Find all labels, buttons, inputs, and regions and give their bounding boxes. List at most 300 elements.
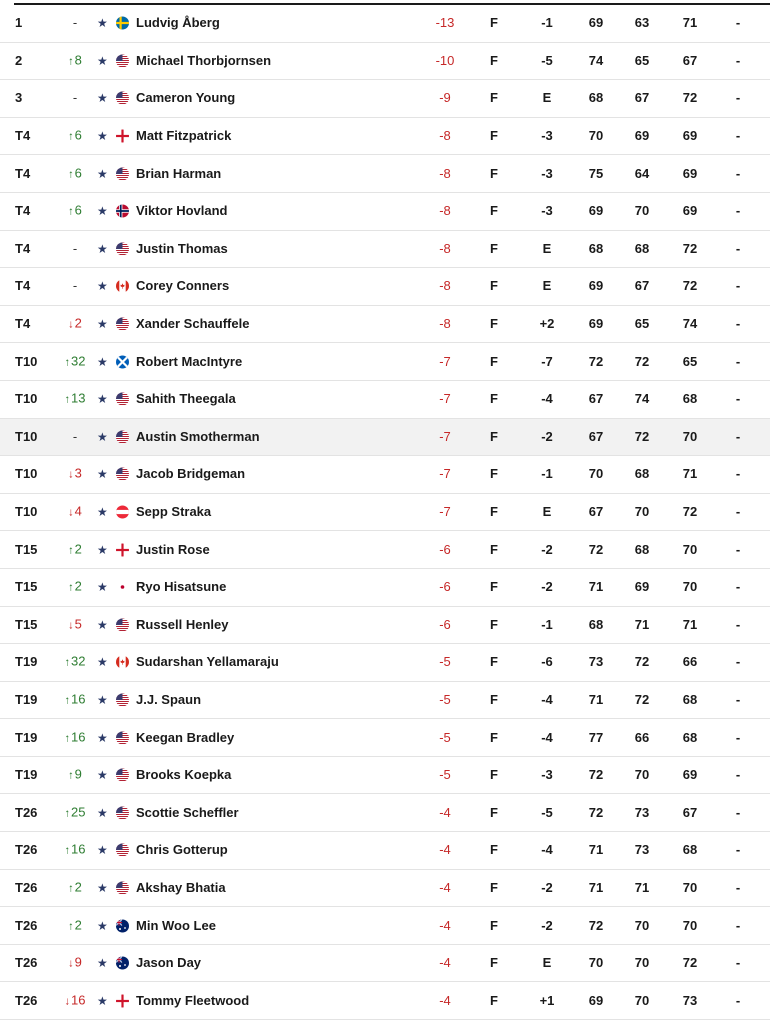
position-movement [58, 691, 92, 708]
player-name[interactable]: Justin Thomas [136, 240, 228, 256]
round-3-score: 70 [682, 917, 698, 933]
player-name[interactable]: Tommy Fleetwood [136, 992, 250, 1008]
star-icon[interactable]: ★ [97, 429, 108, 444]
table-row[interactable] [0, 644, 770, 682]
player-name[interactable]: Jacob Bridgeman [136, 466, 246, 482]
arrow-down-icon: ↓ [68, 468, 74, 481]
star-icon[interactable]: ★ [97, 467, 108, 482]
player-name[interactable]: Ludvig Åberg [136, 15, 220, 31]
arrow-up-icon: ↑ [68, 581, 74, 594]
thru: F [490, 992, 498, 1008]
arrow-up-icon: ↑ [68, 544, 74, 557]
flag-icon [116, 318, 129, 331]
star-icon[interactable]: ★ [97, 655, 108, 670]
round-3-score: 72 [682, 90, 698, 106]
player-name[interactable]: Ryo Hisatsune [136, 579, 227, 595]
position: T4 [15, 278, 31, 294]
arrow-up-icon: ↑ [64, 844, 71, 857]
position: T4 [15, 165, 31, 181]
flag-icon [116, 130, 129, 143]
round-2-score: 70 [634, 504, 650, 520]
table-row[interactable] [0, 794, 770, 832]
position: T26 [15, 992, 38, 1008]
round-3-score: 67 [682, 52, 698, 68]
position-movement [58, 391, 92, 408]
table-row[interactable] [0, 306, 770, 344]
table-row[interactable] [0, 569, 770, 607]
position-movement [58, 654, 92, 671]
position: T10 [15, 391, 38, 407]
round-2-score: 70 [634, 917, 650, 933]
star-icon[interactable]: ★ [97, 918, 108, 933]
table-row[interactable] [0, 43, 770, 81]
thru: F [490, 353, 498, 369]
position-movement [58, 917, 92, 934]
star-icon[interactable]: ★ [97, 392, 108, 407]
round-2-score: 72 [634, 353, 650, 369]
flag-icon [116, 844, 129, 857]
round-3-score: 73 [682, 992, 698, 1008]
flag-icon [116, 731, 129, 744]
round-2-score: 65 [634, 52, 650, 68]
thru: F [490, 917, 498, 933]
position-movement [58, 316, 92, 333]
round-1-score: 67 [588, 428, 604, 444]
position: T26 [15, 804, 38, 820]
today-score: -2 [541, 917, 553, 933]
movement-value: - [72, 90, 78, 106]
arrow-up-icon: ↑ [64, 694, 71, 707]
movement-value: 25 [71, 804, 86, 820]
total-score: -5 [439, 691, 451, 707]
thru: F [490, 804, 498, 820]
position: 3 [15, 90, 23, 106]
position: T10 [15, 428, 38, 444]
star-icon[interactable]: ★ [97, 241, 108, 256]
round-4-score: - [735, 504, 741, 520]
player-name[interactable]: Jason Day [136, 955, 202, 971]
movement-value: 6 [74, 127, 82, 143]
round-2-score: 74 [634, 391, 650, 407]
round-4-score: - [735, 955, 741, 971]
position: T26 [15, 955, 38, 971]
movement-value: - [72, 15, 78, 31]
round-4-score: - [735, 353, 741, 369]
position-movement [58, 579, 92, 596]
table-row[interactable] [0, 5, 770, 43]
flag-icon [116, 994, 129, 1007]
today-score: -4 [541, 842, 553, 858]
thru: F [490, 316, 498, 332]
round-4-score: - [735, 616, 741, 632]
table-row[interactable] [0, 870, 770, 908]
flag-icon [116, 430, 129, 443]
round-4-score: - [735, 767, 741, 783]
today-score: E [542, 90, 552, 106]
flag-icon [116, 92, 129, 105]
round-4-score: - [735, 428, 741, 444]
today-score: -5 [541, 804, 553, 820]
player-name[interactable]: Scottie Scheffler [136, 804, 239, 820]
table-row[interactable] [0, 268, 770, 306]
position: T15 [15, 541, 38, 557]
total-score: -13 [435, 15, 455, 31]
round-2-score: 70 [634, 955, 650, 971]
total-score: -4 [439, 842, 451, 858]
round-1-score: 73 [588, 654, 604, 670]
arrow-up-icon: ↑ [64, 393, 71, 406]
star-icon[interactable]: ★ [97, 317, 108, 332]
round-3-score: 69 [682, 165, 698, 181]
round-3-score: 71 [682, 466, 698, 482]
total-score: -6 [439, 616, 451, 632]
round-1-score: 70 [588, 955, 604, 971]
round-1-score: 71 [588, 691, 604, 707]
player-name[interactable]: Brian Harman [136, 165, 222, 181]
round-1-score: 69 [588, 992, 604, 1008]
table-row[interactable] [0, 419, 770, 457]
round-1-score: 71 [588, 579, 604, 595]
player-name[interactable]: Russell Henley [136, 616, 229, 632]
table-row[interactable] [0, 343, 770, 381]
position-movement [58, 504, 92, 521]
thru: F [490, 842, 498, 858]
flag-icon [116, 355, 129, 368]
total-score: -8 [439, 203, 451, 219]
table-row[interactable] [0, 945, 770, 983]
today-score: -2 [541, 579, 553, 595]
player-name[interactable]: Sepp Straka [136, 504, 212, 520]
movement-value: 2 [74, 578, 82, 594]
today-score: -2 [541, 879, 553, 895]
arrow-up-icon: ↑ [68, 168, 74, 181]
position-movement [58, 842, 92, 859]
round-4-score: - [735, 729, 741, 745]
star-icon[interactable]: ★ [97, 843, 108, 858]
player-name[interactable]: J.J. Spaun [136, 691, 202, 707]
arrow-down-icon: ↓ [68, 318, 74, 331]
thru: F [490, 616, 498, 632]
table-row[interactable] [0, 381, 770, 419]
position: T19 [15, 654, 38, 670]
star-icon[interactable]: ★ [97, 617, 108, 632]
total-score: -7 [439, 428, 451, 444]
round-3-score: 68 [682, 729, 698, 745]
star-icon[interactable]: ★ [97, 204, 108, 219]
round-1-score: 70 [588, 466, 604, 482]
round-1-score: 68 [588, 616, 604, 632]
arrow-up-icon: ↑ [68, 55, 74, 68]
flag-icon [116, 167, 129, 180]
position: T19 [15, 691, 38, 707]
position-movement [58, 429, 92, 445]
today-score: -1 [541, 15, 553, 31]
thru: F [490, 466, 498, 482]
player-name[interactable]: Robert MacIntyre [136, 353, 243, 369]
round-2-score: 72 [634, 691, 650, 707]
flag-icon [116, 393, 129, 406]
movement-value: 2 [74, 879, 82, 895]
table-row[interactable] [0, 982, 770, 1020]
star-icon[interactable]: ★ [97, 692, 108, 707]
movement-value: 2 [74, 315, 82, 331]
table-row[interactable] [0, 607, 770, 645]
round-1-score: 72 [588, 767, 604, 783]
round-2-score: 70 [634, 992, 650, 1008]
round-2-score: 70 [634, 203, 650, 219]
movement-value: 9 [74, 954, 82, 970]
flag-icon [116, 618, 129, 631]
round-1-score: 72 [588, 541, 604, 557]
flag-icon [116, 280, 129, 293]
round-3-score: 67 [682, 804, 698, 820]
today-score: -7 [541, 353, 553, 369]
star-icon[interactable]: ★ [97, 129, 108, 144]
today-score: -4 [541, 391, 553, 407]
total-score: -7 [439, 353, 451, 369]
flag-icon [116, 543, 129, 556]
arrow-up-icon: ↑ [68, 920, 74, 933]
thru: F [490, 955, 498, 971]
round-4-score: - [735, 879, 741, 895]
total-score: -9 [439, 90, 451, 106]
table-row[interactable] [0, 456, 770, 494]
position: T19 [15, 729, 38, 745]
movement-value: 16 [71, 841, 86, 857]
round-2-score: 65 [634, 316, 650, 332]
position-movement [58, 353, 92, 370]
table-row[interactable] [0, 682, 770, 720]
movement-value: 3 [74, 465, 82, 481]
round-1-score: 67 [588, 391, 604, 407]
movement-value: - [72, 428, 78, 444]
position-movement [58, 541, 92, 558]
today-score: -6 [541, 654, 553, 670]
position: T4 [15, 240, 31, 256]
thru: F [490, 391, 498, 407]
today-score: -3 [541, 128, 553, 144]
star-icon[interactable]: ★ [97, 730, 108, 745]
flag-icon [116, 242, 129, 255]
round-2-score: 72 [634, 654, 650, 670]
table-row[interactable] [0, 231, 770, 269]
round-4-score: - [735, 804, 741, 820]
position: 1 [15, 15, 23, 31]
round-3-score: 66 [682, 654, 698, 670]
leaderboard-table [0, 5, 770, 1020]
round-4-score: - [735, 992, 741, 1008]
movement-value: 13 [71, 390, 86, 406]
position: T10 [15, 466, 38, 482]
round-3-score: 69 [682, 128, 698, 144]
position-movement [58, 278, 92, 294]
star-icon[interactable]: ★ [97, 956, 108, 971]
player-name[interactable]: Akshay Bhatia [136, 879, 226, 895]
position-movement [58, 15, 92, 31]
position: T15 [15, 579, 38, 595]
movement-value: 4 [74, 503, 82, 519]
star-icon[interactable]: ★ [97, 166, 108, 181]
movement-value: 16 [71, 691, 86, 707]
round-2-score: 68 [634, 240, 650, 256]
star-icon[interactable]: ★ [97, 505, 108, 520]
table-row[interactable] [0, 193, 770, 231]
today-score: -3 [541, 165, 553, 181]
flag-icon [116, 957, 129, 970]
round-4-score: - [735, 842, 741, 858]
total-score: -8 [439, 316, 451, 332]
round-4-score: - [735, 52, 741, 68]
round-1-score: 71 [588, 842, 604, 858]
round-1-score: 69 [588, 203, 604, 219]
thru: F [490, 767, 498, 783]
round-4-score: - [735, 278, 741, 294]
table-row[interactable] [0, 531, 770, 569]
arrow-up-icon: ↑ [68, 882, 74, 895]
round-3-score: 72 [682, 278, 698, 294]
today-score: +1 [539, 992, 555, 1008]
arrow-up-icon: ↑ [68, 769, 74, 782]
round-3-score: 69 [682, 203, 698, 219]
round-3-score: 70 [682, 579, 698, 595]
position: T10 [15, 504, 38, 520]
round-4-score: - [735, 541, 741, 557]
today-score: E [542, 504, 552, 520]
star-icon[interactable]: ★ [97, 805, 108, 820]
today-score: E [542, 240, 552, 256]
arrow-down-icon: ↓ [68, 506, 74, 519]
table-row[interactable] [0, 118, 770, 156]
position-movement [58, 992, 92, 1009]
round-3-score: 68 [682, 842, 698, 858]
table-row[interactable] [0, 719, 770, 757]
star-icon[interactable]: ★ [97, 279, 108, 294]
total-score: -7 [439, 466, 451, 482]
star-icon[interactable]: ★ [97, 993, 108, 1008]
round-3-score: 65 [682, 353, 698, 369]
round-1-score: 69 [588, 316, 604, 332]
movement-value: 9 [74, 766, 82, 782]
star-icon[interactable]: ★ [97, 53, 108, 68]
round-1-score: 67 [588, 504, 604, 520]
star-icon[interactable]: ★ [97, 91, 108, 106]
thru: F [490, 90, 498, 106]
today-score: -4 [541, 691, 553, 707]
table-row[interactable] [0, 757, 770, 795]
round-3-score: 71 [682, 616, 698, 632]
position-movement [58, 729, 92, 746]
flag-icon [116, 581, 129, 594]
star-icon[interactable]: ★ [97, 16, 108, 31]
player-name[interactable]: Sahith Theegala [136, 391, 236, 407]
flag-icon [116, 693, 129, 706]
player-name[interactable]: Matt Fitzpatrick [136, 128, 232, 144]
thru: F [490, 879, 498, 895]
player-name[interactable]: Min Woo Lee [136, 917, 216, 933]
round-3-score: 74 [682, 316, 698, 332]
table-row[interactable] [0, 907, 770, 945]
round-3-score: 70 [682, 541, 698, 557]
table-row[interactable] [0, 494, 770, 532]
today-score: -4 [541, 729, 553, 745]
thru: F [490, 428, 498, 444]
thru: F [490, 278, 498, 294]
round-3-score: 70 [682, 428, 698, 444]
player-name[interactable]: Cameron Young [136, 90, 236, 106]
flag-icon [116, 881, 129, 894]
round-3-score: 72 [682, 240, 698, 256]
round-2-score: 68 [634, 541, 650, 557]
round-4-score: - [735, 165, 741, 181]
arrow-up-icon: ↑ [68, 205, 74, 218]
total-score: -6 [439, 541, 451, 557]
player-name[interactable]: Sudarshan Yellamaraju [136, 654, 279, 670]
position-movement [58, 466, 92, 483]
thru: F [490, 128, 498, 144]
round-1-score: 72 [588, 804, 604, 820]
round-3-score: 68 [682, 391, 698, 407]
round-4-score: - [735, 917, 741, 933]
position-movement [58, 90, 92, 106]
player-name[interactable]: Brooks Koepka [136, 767, 232, 783]
movement-value: 2 [74, 541, 82, 557]
round-3-score: 68 [682, 691, 698, 707]
player-name[interactable]: Michael Thorbjornsen [136, 52, 272, 68]
total-score: -7 [439, 391, 451, 407]
player-name[interactable]: Chris Gotterup [136, 842, 228, 858]
arrow-up-icon: ↑ [64, 356, 71, 369]
round-3-score: 72 [682, 504, 698, 520]
player-name[interactable]: Xander Schauffele [136, 316, 250, 332]
thru: F [490, 504, 498, 520]
arrow-down-icon: ↓ [68, 957, 74, 970]
position-movement [58, 804, 92, 821]
table-row[interactable] [0, 80, 770, 118]
round-2-score: 69 [634, 579, 650, 595]
thru: F [490, 52, 498, 68]
round-1-score: 77 [588, 729, 604, 745]
today-score: -2 [541, 541, 553, 557]
player-name[interactable]: Austin Smotherman [136, 428, 260, 444]
player-name[interactable]: Viktor Hovland [136, 203, 228, 219]
position: T4 [15, 316, 31, 332]
star-icon[interactable]: ★ [97, 768, 108, 783]
round-2-score: 73 [634, 842, 650, 858]
today-score: E [542, 955, 552, 971]
player-name[interactable]: Keegan Bradley [136, 729, 235, 745]
player-name[interactable]: Justin Rose [136, 541, 210, 557]
round-2-score: 71 [634, 879, 650, 895]
round-2-score: 67 [634, 90, 650, 106]
round-1-score: 72 [588, 917, 604, 933]
total-score: -4 [439, 917, 451, 933]
star-icon[interactable]: ★ [97, 880, 108, 895]
star-icon[interactable]: ★ [97, 354, 108, 369]
round-1-score: 68 [588, 240, 604, 256]
table-row[interactable] [0, 155, 770, 193]
position-movement [58, 767, 92, 784]
player-name[interactable]: Corey Conners [136, 278, 230, 294]
total-score: -5 [439, 729, 451, 745]
star-icon[interactable]: ★ [97, 580, 108, 595]
position-movement [58, 128, 92, 145]
thru: F [490, 165, 498, 181]
star-icon[interactable]: ★ [97, 542, 108, 557]
table-row[interactable] [0, 832, 770, 870]
round-2-score: 70 [634, 767, 650, 783]
total-score: -6 [439, 579, 451, 595]
round-3-score: 69 [682, 767, 698, 783]
